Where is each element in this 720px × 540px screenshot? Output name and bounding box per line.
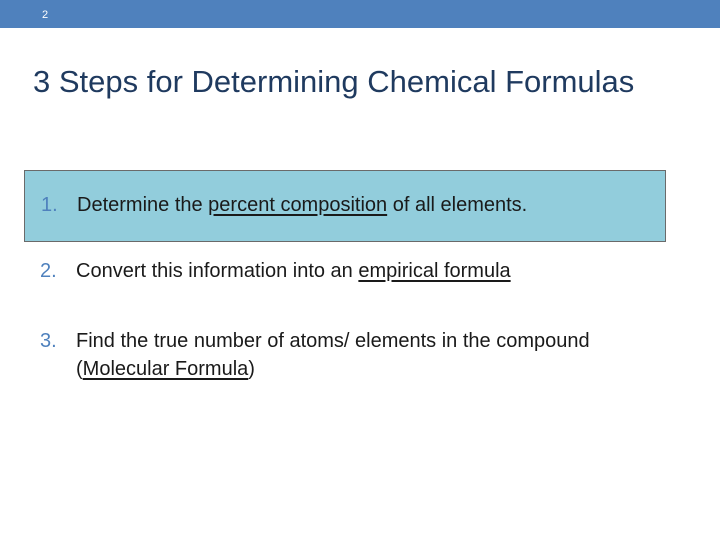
step-2-underlined-term: empirical formula	[358, 260, 511, 282]
step-3-text-before: Find the true number of atoms/ elements in the compound (	[76, 330, 590, 380]
step-1-number: 1.	[41, 194, 58, 216]
step-1-text-after: of all elements.	[387, 194, 528, 216]
step-3-number: 3.	[40, 330, 57, 352]
step-3	[24, 327, 666, 383]
step-2-number: 2.	[40, 260, 57, 282]
step-1-text-before: Determine the	[77, 194, 209, 216]
step-3-text-after: )	[248, 358, 255, 380]
step-2-text	[76, 257, 636, 285]
step-2-text-before: Convert this information into an	[76, 260, 359, 282]
step-3-text	[76, 327, 636, 383]
step-1-text	[77, 191, 637, 219]
slide-number: 2	[42, 9, 49, 21]
step-2	[24, 257, 666, 285]
step-3-underlined-term: Molecular Formula	[82, 358, 249, 380]
slide-title: 3 Steps for Determining Chemical Formulas	[33, 64, 635, 99]
step-1-highlighted	[24, 170, 666, 242]
step-1-underlined-term: percent composition	[208, 194, 388, 216]
